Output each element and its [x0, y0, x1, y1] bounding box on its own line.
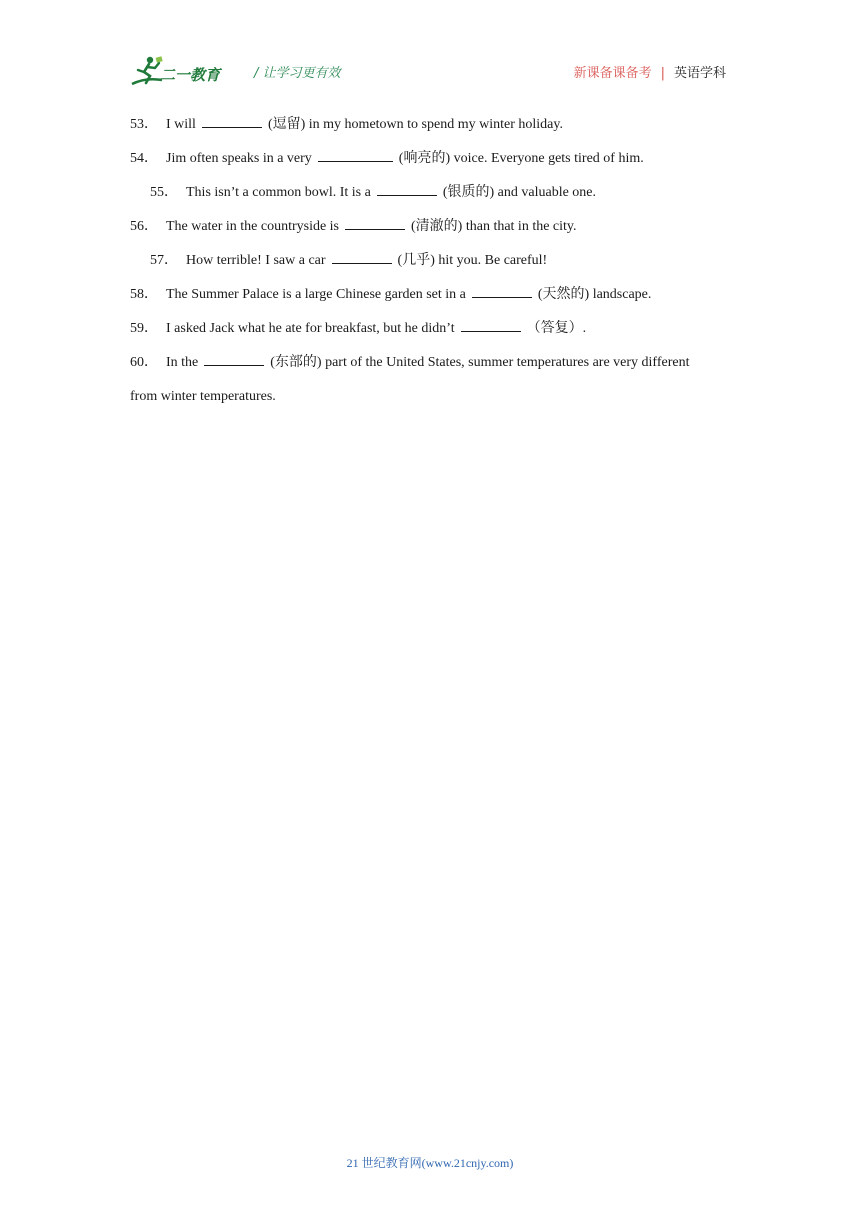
question-text-before: How terrible! I saw a car [186, 253, 326, 268]
question-60 [130, 346, 730, 380]
question-text-before: In the [166, 355, 199, 370]
question-text-before: Jim often speaks in a very [166, 151, 312, 166]
answer-blank[interactable] [332, 251, 392, 264]
runner-logo-icon [130, 54, 164, 90]
question-text-before: The Summer Palace is a large Chinese garden set in a [166, 287, 466, 302]
question-text-continuation: from winter temperatures. [130, 389, 276, 404]
header-divider: | [660, 66, 665, 81]
question-number: 54． [130, 151, 158, 166]
question-text-after: (东部的) part of the United States, summer temperatures are very different [270, 355, 690, 370]
slogan: / 让学习更有效 [254, 66, 341, 81]
header-subject [574, 62, 726, 81]
answer-blank[interactable] [204, 353, 264, 366]
header-course-label: 新课备课备考 [573, 66, 652, 81]
question-text-before: I will [166, 117, 196, 132]
header-subject-label: 英语学科 [673, 66, 726, 81]
question-55 [130, 176, 730, 210]
footer-source: 21 世纪教育网(www.21cnjy.com) [346, 1156, 514, 1170]
question-text-after: (清澈的) than that in the city. [411, 219, 577, 234]
question-number: 59． [130, 321, 158, 336]
question-text-after: (天然的) landscape. [537, 287, 652, 302]
question-text-before: This isn’t a common bowl. It is a [186, 185, 371, 200]
question-number: 60． [130, 355, 158, 370]
question-59 [130, 312, 730, 346]
question-number: 58． [130, 287, 158, 302]
question-56 [130, 210, 730, 244]
answer-blank[interactable] [202, 115, 262, 128]
question-list [130, 108, 730, 414]
question-53 [130, 108, 730, 142]
question-number: 55． [150, 185, 178, 200]
question-text-after: （答复）. [526, 321, 587, 336]
page-footer [0, 1154, 860, 1171]
question-text-after: (银质的) and valuable one. [442, 185, 597, 200]
logo-text: 二一教育 [160, 66, 221, 84]
question-54 [130, 142, 730, 176]
answer-blank[interactable] [377, 183, 437, 196]
question-text-before: I asked Jack what he ate for breakfast, but he didn’t [166, 321, 455, 336]
page-header [130, 54, 730, 90]
question-text-after: (逗留) in my hometown to spend my winter holiday. [267, 117, 563, 132]
question-number: 56． [130, 219, 158, 234]
answer-blank[interactable] [461, 319, 521, 332]
answer-blank[interactable] [345, 217, 405, 230]
question-58 [130, 278, 730, 312]
question-text-after: (几乎) hit you. Be careful! [397, 253, 548, 268]
question-60-continuation [130, 380, 730, 414]
logo [130, 54, 240, 90]
answer-blank[interactable] [318, 149, 393, 162]
question-text-before: The water in the countryside is [166, 219, 340, 234]
question-number: 57． [150, 253, 178, 268]
question-text-after: (响亮的) voice. Everyone gets tired of him. [398, 151, 644, 166]
answer-blank[interactable] [472, 285, 532, 298]
question-number: 53． [130, 117, 158, 132]
question-57 [130, 244, 730, 278]
